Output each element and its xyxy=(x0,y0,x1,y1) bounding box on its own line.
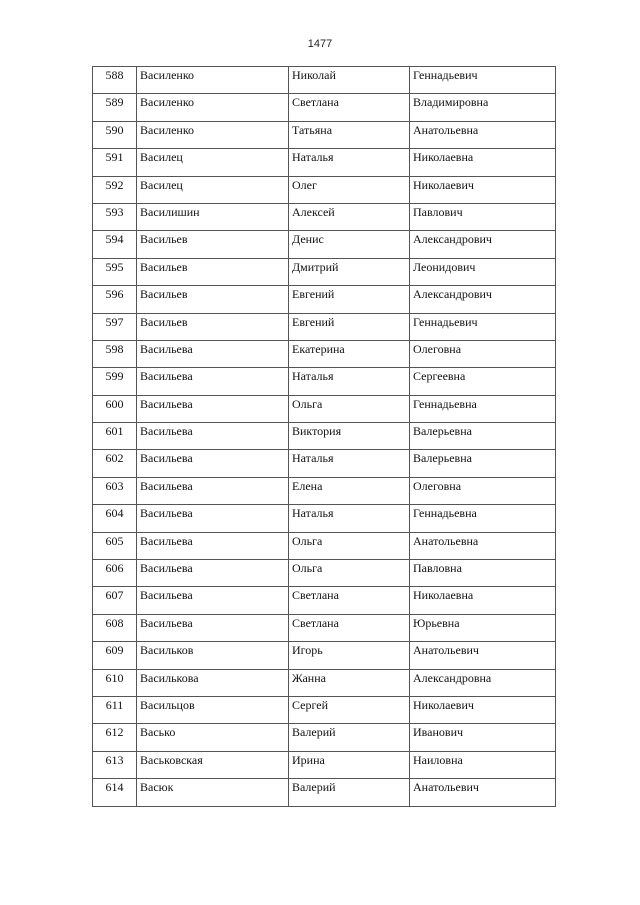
row-number-cell: 606 xyxy=(93,560,137,587)
first-name-cell: Валерий xyxy=(289,724,410,751)
roster-table xyxy=(92,66,556,807)
row-number-cell: 589 xyxy=(93,94,137,121)
first-name-cell: Денис xyxy=(289,231,410,258)
last-name-cell: Василькова xyxy=(137,669,289,696)
patronymic-cell: Юрьевна xyxy=(410,614,556,641)
table-row xyxy=(93,642,556,669)
table-row xyxy=(93,368,556,395)
row-number-cell: 592 xyxy=(93,176,137,203)
row-number-cell: 605 xyxy=(93,532,137,559)
patronymic-cell: Геннадьевич xyxy=(410,67,556,94)
first-name-cell: Светлана xyxy=(289,94,410,121)
patronymic-cell: Николаевна xyxy=(410,587,556,614)
last-name-cell: Василенко xyxy=(137,94,289,121)
row-number-cell: 594 xyxy=(93,231,137,258)
table-row xyxy=(93,450,556,477)
patronymic-cell: Олеговна xyxy=(410,477,556,504)
row-number-cell: 604 xyxy=(93,505,137,532)
row-number-cell: 607 xyxy=(93,587,137,614)
row-number-cell: 613 xyxy=(93,751,137,778)
patronymic-cell: Иванович xyxy=(410,724,556,751)
last-name-cell: Васьковская xyxy=(137,751,289,778)
table-row xyxy=(93,587,556,614)
table-row xyxy=(93,94,556,121)
patronymic-cell: Анатольевна xyxy=(410,532,556,559)
last-name-cell: Василенко xyxy=(137,67,289,94)
table-row xyxy=(93,532,556,559)
first-name-cell: Алексей xyxy=(289,203,410,230)
patronymic-cell: Николаевна xyxy=(410,149,556,176)
row-number-cell: 590 xyxy=(93,121,137,148)
row-number-cell: 612 xyxy=(93,724,137,751)
table-row xyxy=(93,423,556,450)
last-name-cell: Васюк xyxy=(137,779,289,806)
last-name-cell: Васильев xyxy=(137,258,289,285)
patronymic-cell: Николаевич xyxy=(410,696,556,723)
last-name-cell: Васильева xyxy=(137,477,289,504)
first-name-cell: Татьяна xyxy=(289,121,410,148)
table-row xyxy=(93,231,556,258)
patronymic-cell: Анатольевич xyxy=(410,779,556,806)
last-name-cell: Васильева xyxy=(137,395,289,422)
first-name-cell: Евгений xyxy=(289,313,410,340)
table-row xyxy=(93,614,556,641)
first-name-cell: Евгений xyxy=(289,286,410,313)
patronymic-cell: Александровна xyxy=(410,669,556,696)
table-row xyxy=(93,560,556,587)
last-name-cell: Васько xyxy=(137,724,289,751)
last-name-cell: Василенко xyxy=(137,121,289,148)
table-row xyxy=(93,121,556,148)
last-name-cell: Васильева xyxy=(137,368,289,395)
first-name-cell: Светлана xyxy=(289,614,410,641)
patronymic-cell: Владимировна xyxy=(410,94,556,121)
last-name-cell: Васильева xyxy=(137,587,289,614)
first-name-cell: Наталья xyxy=(289,450,410,477)
patronymic-cell: Павлович xyxy=(410,203,556,230)
row-number-cell: 614 xyxy=(93,779,137,806)
table-row xyxy=(93,340,556,367)
last-name-cell: Васильева xyxy=(137,423,289,450)
row-number-cell: 600 xyxy=(93,395,137,422)
patronymic-cell: Валерьевна xyxy=(410,450,556,477)
patronymic-cell: Александрович xyxy=(410,286,556,313)
row-number-cell: 597 xyxy=(93,313,137,340)
row-number-cell: 608 xyxy=(93,614,137,641)
last-name-cell: Васильцов xyxy=(137,696,289,723)
last-name-cell: Васильева xyxy=(137,340,289,367)
first-name-cell: Игорь xyxy=(289,642,410,669)
first-name-cell: Дмитрий xyxy=(289,258,410,285)
table-row xyxy=(93,751,556,778)
first-name-cell: Ольга xyxy=(289,395,410,422)
patronymic-cell: Александрович xyxy=(410,231,556,258)
row-number-cell: 599 xyxy=(93,368,137,395)
table-row xyxy=(93,313,556,340)
table-row xyxy=(93,67,556,94)
first-name-cell: Жанна xyxy=(289,669,410,696)
first-name-cell: Ирина xyxy=(289,751,410,778)
row-number-cell: 611 xyxy=(93,696,137,723)
table-row xyxy=(93,258,556,285)
last-name-cell: Васильев xyxy=(137,313,289,340)
last-name-cell: Василец xyxy=(137,176,289,203)
last-name-cell: Васильева xyxy=(137,614,289,641)
first-name-cell: Ольга xyxy=(289,560,410,587)
first-name-cell: Наталья xyxy=(289,368,410,395)
table-row xyxy=(93,779,556,806)
table-row xyxy=(93,395,556,422)
patronymic-cell: Олеговна xyxy=(410,340,556,367)
row-number-cell: 595 xyxy=(93,258,137,285)
patronymic-cell: Павловна xyxy=(410,560,556,587)
table-row xyxy=(93,149,556,176)
row-number-cell: 596 xyxy=(93,286,137,313)
patronymic-cell: Наиловна xyxy=(410,751,556,778)
table-row xyxy=(93,477,556,504)
row-number-cell: 588 xyxy=(93,67,137,94)
last-name-cell: Васильева xyxy=(137,532,289,559)
table-row xyxy=(93,724,556,751)
first-name-cell: Олег xyxy=(289,176,410,203)
last-name-cell: Василишин xyxy=(137,203,289,230)
row-number-cell: 591 xyxy=(93,149,137,176)
first-name-cell: Виктория xyxy=(289,423,410,450)
row-number-cell: 603 xyxy=(93,477,137,504)
row-number-cell: 609 xyxy=(93,642,137,669)
last-name-cell: Васильева xyxy=(137,450,289,477)
patronymic-cell: Геннадьевич xyxy=(410,313,556,340)
table-row xyxy=(93,505,556,532)
first-name-cell: Валерий xyxy=(289,779,410,806)
patronymic-cell: Сергеевна xyxy=(410,368,556,395)
row-number-cell: 598 xyxy=(93,340,137,367)
last-name-cell: Васильева xyxy=(137,560,289,587)
patronymic-cell: Геннадьевна xyxy=(410,505,556,532)
row-number-cell: 593 xyxy=(93,203,137,230)
table-row xyxy=(93,286,556,313)
patronymic-cell: Валерьевна xyxy=(410,423,556,450)
patronymic-cell: Анатольевна xyxy=(410,121,556,148)
row-number-cell: 602 xyxy=(93,450,137,477)
table-row xyxy=(93,669,556,696)
patronymic-cell: Николаевич xyxy=(410,176,556,203)
first-name-cell: Сергей xyxy=(289,696,410,723)
last-name-cell: Васильков xyxy=(137,642,289,669)
patronymic-cell: Анатольевич xyxy=(410,642,556,669)
first-name-cell: Екатерина xyxy=(289,340,410,367)
roster-body xyxy=(93,67,556,807)
table-row xyxy=(93,203,556,230)
first-name-cell: Светлана xyxy=(289,587,410,614)
page-number: 1477 xyxy=(307,38,333,50)
last-name-cell: Васильева xyxy=(137,505,289,532)
table-row xyxy=(93,176,556,203)
first-name-cell: Наталья xyxy=(289,505,410,532)
table-row xyxy=(93,696,556,723)
last-name-cell: Василец xyxy=(137,149,289,176)
first-name-cell: Николай xyxy=(289,67,410,94)
patronymic-cell: Геннадьевна xyxy=(410,395,556,422)
row-number-cell: 601 xyxy=(93,423,137,450)
last-name-cell: Васильев xyxy=(137,231,289,258)
patronymic-cell: Леонидович xyxy=(410,258,556,285)
first-name-cell: Ольга xyxy=(289,532,410,559)
first-name-cell: Елена xyxy=(289,477,410,504)
first-name-cell: Наталья xyxy=(289,149,410,176)
row-number-cell: 610 xyxy=(93,669,137,696)
last-name-cell: Васильев xyxy=(137,286,289,313)
